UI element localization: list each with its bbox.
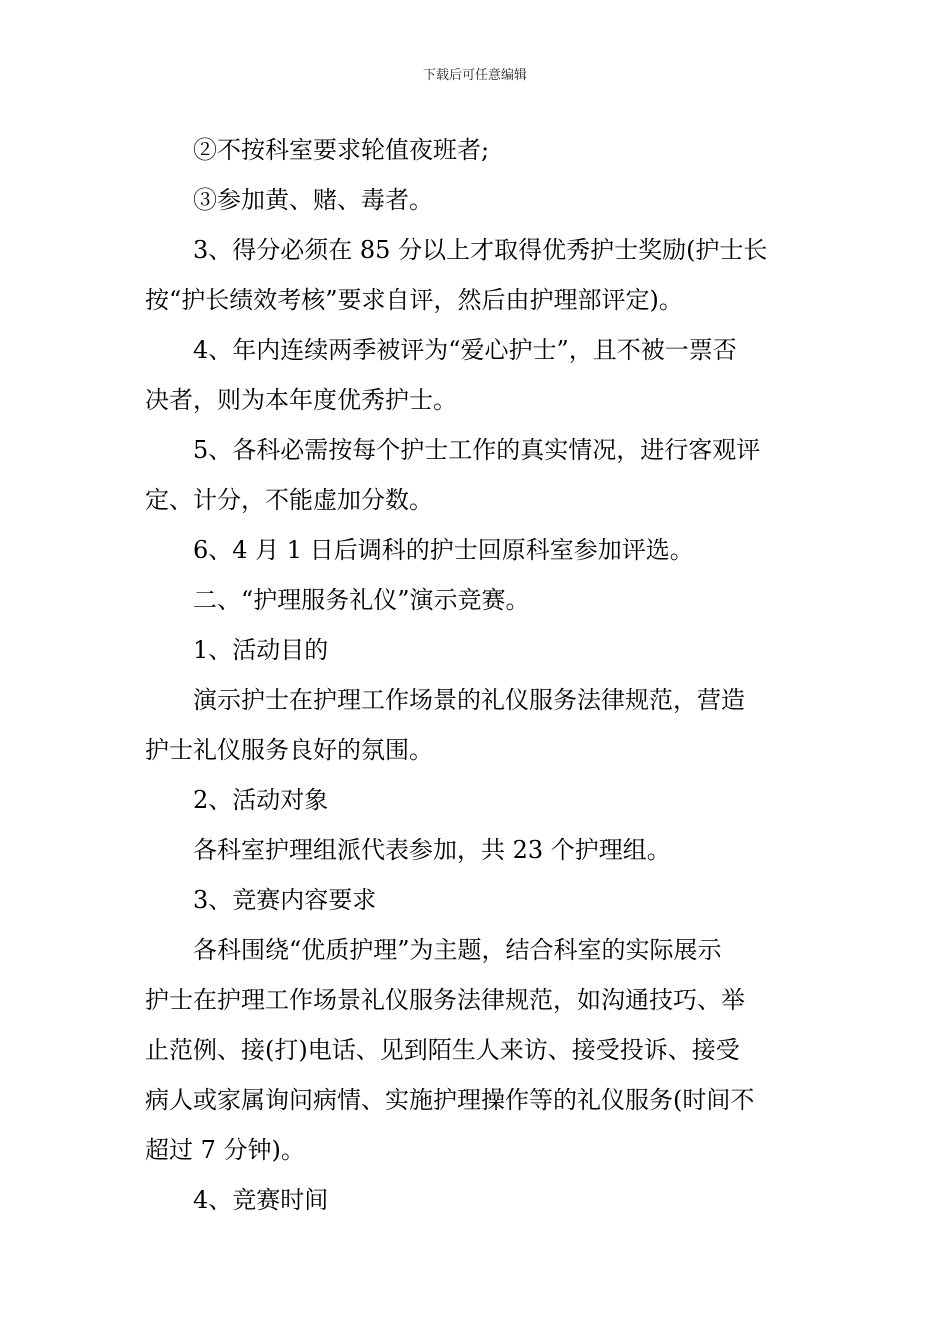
- subsection-heading: 2、活动对象: [193, 786, 329, 814]
- text-line: 各科室护理组派代表参加，共 23 个护理组。: [193, 836, 671, 864]
- text-line: 止范例、接(打)电话、见到陌生人来访、接受投诉、接受: [145, 1036, 740, 1064]
- text-line: 定、计分，不能虚加分数。: [145, 486, 433, 514]
- page-header: 下载后可任意编辑: [422, 68, 527, 83]
- text-line: 按“护长绩效考核”要求自评，然后由护理部评定)。: [145, 286, 683, 314]
- text-line: 病人或家属询问病情、实施护理操作等的礼仪服务(时间不: [145, 1086, 755, 1114]
- subsection-heading: 3、竞赛内容要求: [193, 886, 377, 914]
- text-line: 各科围绕“优质护理”为主题，结合科室的实际展示: [193, 936, 722, 964]
- text-line: 决者，则为本年度优秀护士。: [145, 386, 457, 414]
- subsection-heading: 1、活动目的: [193, 636, 329, 664]
- text-line: 护士在护理工作场景礼仪服务法律规范，如沟通技巧、举: [145, 986, 745, 1014]
- text-line: 超过 7 分钟)。: [145, 1136, 305, 1164]
- text-line: 护士礼仪服务良好的氛围。: [145, 736, 433, 764]
- text-line: 4、年内连续两季被评为“爱心护士”，且不被一票否: [193, 336, 737, 364]
- section-heading: 二、“护理服务礼仪”演示竞赛。: [193, 586, 530, 614]
- text-line: 演示护士在护理工作场景的礼仪服务法律规范，营造: [193, 686, 745, 714]
- text-line: 3、得分必须在 85 分以上才取得优秀护士奖励(护士长: [193, 236, 768, 264]
- text-line: ③参加黄、赌、毒者。: [193, 186, 433, 214]
- text-line: 5、各科必需按每个护士工作的真实情况，进行客观评: [193, 436, 761, 464]
- subsection-heading: 4、竞赛时间: [193, 1186, 329, 1214]
- text-line: ②不按科室要求轮值夜班者;: [193, 136, 490, 164]
- text-line: 6、4 月 1 日后调科的护士回原科室参加评选。: [193, 536, 694, 564]
